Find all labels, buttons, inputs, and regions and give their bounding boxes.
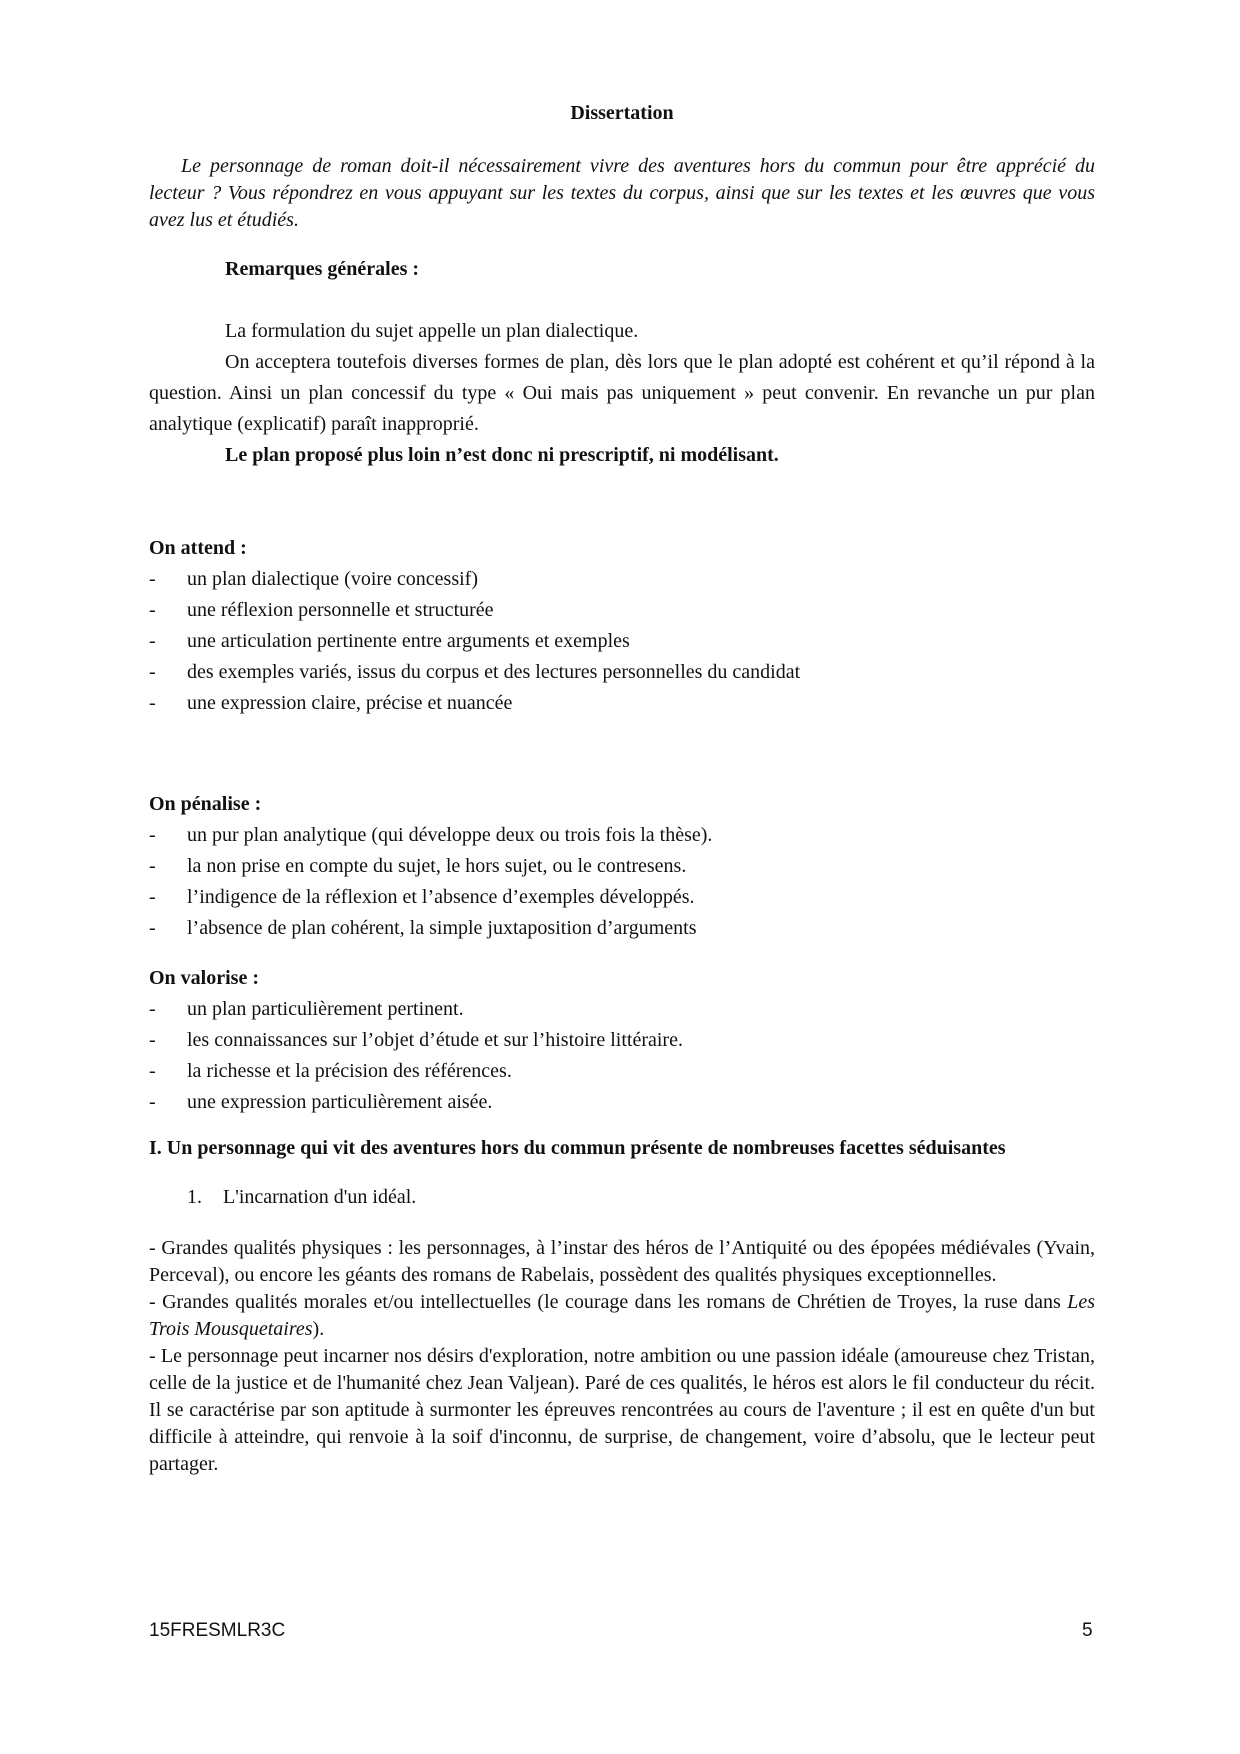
list-item: - un plan particulièrement pertinent. bbox=[149, 998, 464, 1020]
list-item: - une expression claire, précise et nuancée bbox=[149, 692, 513, 714]
list-item: - l’absence de plan cohérent, la simple juxtaposition d’arguments bbox=[149, 917, 697, 939]
footer-document-code: 15FRESMLR3C bbox=[149, 1620, 286, 1641]
list-item: - une réflexion personnelle et structurée bbox=[149, 599, 494, 621]
body-paragraph-2: - Grandes qualités morales et/ou intellectuelles (le courage dans les romans de Chrétien de Troyes, la ruse dans Les Trois Mousquetaires). bbox=[149, 1291, 1095, 1340]
penalise-heading: On pénalise : bbox=[149, 793, 262, 815]
list-item: - un plan dialectique (voire concessif) bbox=[149, 568, 478, 590]
valorise-heading: On valorise : bbox=[149, 967, 259, 989]
subsection-number: 1. bbox=[187, 1186, 202, 1208]
list-item: - des exemples variés, issus du corpus et des lectures personnelles du candidat bbox=[149, 661, 801, 683]
list-item: - l’indigence de la réflexion et l’absence d’exemples développés. bbox=[149, 886, 695, 908]
subsection-label: L'incarnation d'un idéal. bbox=[223, 1186, 417, 1208]
page-title: Dissertation bbox=[570, 102, 674, 124]
list-item: - une expression particulièrement aisée. bbox=[149, 1091, 493, 1113]
part-one-body bbox=[149, 1235, 1095, 1478]
part-one-heading: I. Un personnage qui vit des aventures hors du commun présente de nombreuses facettes séduisantes bbox=[149, 1137, 1006, 1159]
body-paragraph-1: - Grandes qualités physiques : les personnages, à l’instar des héros de l’Antiquité ou des épopées médiévales (Yvain, Perceval), ou encore les géants des romans de Rabelais, possèdent des qualités physiques exceptionnelles. bbox=[149, 1237, 1095, 1286]
subsection-1-title bbox=[187, 1182, 1095, 1213]
footer-page-number: 5 bbox=[1082, 1620, 1093, 1641]
list-item: - la richesse et la précision des références. bbox=[149, 1060, 512, 1082]
book-title: Les Trois Mousquetaires bbox=[149, 1291, 1095, 1340]
remarks-heading: Remarques générales : bbox=[225, 258, 420, 280]
attend-list bbox=[149, 564, 1095, 719]
document-page bbox=[149, 98, 1095, 1478]
body-paragraph-3: - Le personnage peut incarner nos désirs d'exploration, notre ambition ou une passion idéale (amoureuse chez Tristan, celle de la justice et de l'humanité chez Jean Valjean). Paré de ces qualités, le héros est alors le fil conducteur du récit. Il se caractérise par son aptitude à surmonter les épreuves rencontrées au cours de l'aventure ; il est en quête d'un but difficile à atteindre, qui renvoie à la soif d'inconnu, de surprise, de changement, voire d’absolu, que le lecteur peut partager. bbox=[149, 1345, 1095, 1475]
attend-heading: On attend : bbox=[149, 537, 247, 559]
remarks-paragraph-3: Le plan proposé plus loin n’est donc ni prescriptif, ni modélisant. bbox=[225, 444, 779, 466]
valorise-list bbox=[149, 994, 1095, 1118]
list-item: - la non prise en compte du sujet, le hors sujet, ou le contresens. bbox=[149, 855, 687, 877]
remarks-paragraph-1: La formulation du sujet appelle un plan dialectique. bbox=[225, 320, 639, 342]
remarks-paragraph-2: On acceptera toutefois diverses formes de plan, dès lors que le plan adopté est cohérent et qu’il répond à la question. Ainsi un plan concessif du type « Oui mais pas uniquement » peut convenir. En revanche un pur plan analytique (explicatif) paraît inapproprié. bbox=[149, 351, 1095, 435]
penalise-list bbox=[149, 820, 1095, 944]
dissertation-subject: Le personnage de roman doit-il nécessairement vivre des aventures hors du commun pour être apprécié du lecteur ? Vous répondrez en vous appuyant sur les textes du corpus, ainsi que sur les textes et les œuvres que vous avez lus et étudiés. bbox=[149, 155, 1095, 231]
list-item: - une articulation pertinente entre arguments et exemples bbox=[149, 630, 630, 652]
list-item: - les connaissances sur l’objet d’étude et sur l’histoire littéraire. bbox=[149, 1029, 683, 1051]
list-item: - un pur plan analytique (qui développe deux ou trois fois la thèse). bbox=[149, 824, 713, 846]
